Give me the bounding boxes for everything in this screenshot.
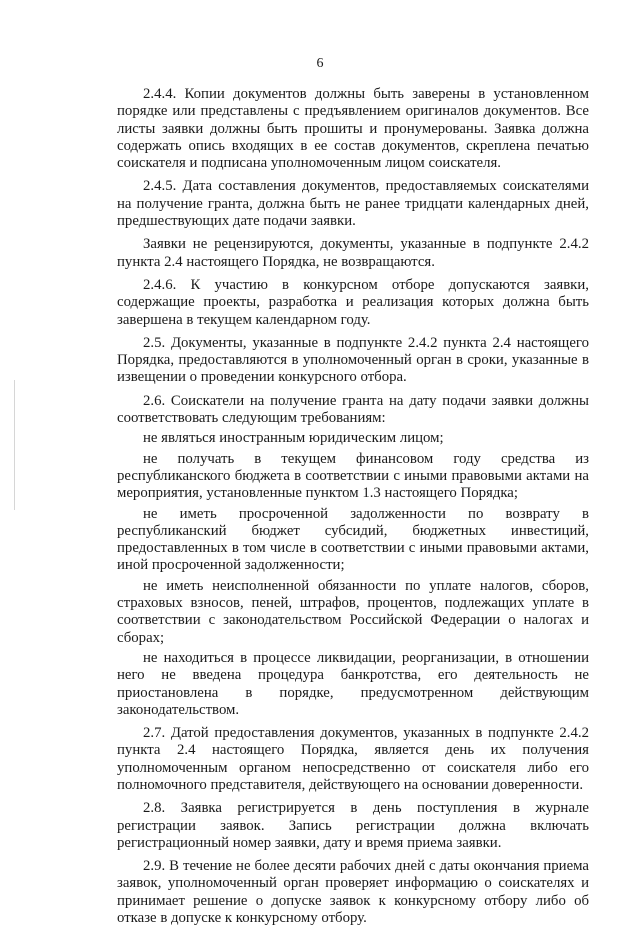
- paragraph-no-review: Заявки не рецензируются, документы, указанные в подпункте 2.4.2 пункта 2.4 настоящего Порядка, не возвращаются.: [117, 236, 589, 270]
- requirement-item: не иметь неисполненной обязанности по уплате налогов, сборов, страховых взносов, пеней, штрафов, процентов, подлежащих уплате в соответствии с законодательством Российской Федерации о налогах и сборах;: [117, 577, 589, 646]
- paragraph-2-7: 2.7. Датой предоставления документов, указанных в подпункте 2.4.2 пункта 2.4 настоящего Порядка, является день их получения уполномоченным органом непосредственно от соискателя либо его полномочного представителя, действующего на основании доверенности.: [117, 725, 589, 793]
- paragraph-2-5: 2.5. Документы, указанные в подпункте 2.4.2 пункта 2.4 настоящего Порядка, предоставляются в уполномоченный орган в сроки, указанные в извещении о проведении конкурсного отбора.: [117, 334, 589, 386]
- paragraph-2-6: 2.6. Соискатели на получение гранта на дату подачи заявки должны соответствовать следующим требованиям:: [117, 392, 589, 427]
- paragraph-2-8: 2.8. Заявка регистрируется в день поступления в журнале регистрации заявок. Запись регистрации должна включать регистрационный номер заявки, дату и время приема заявки.: [117, 800, 589, 851]
- paragraph-2-4-5: 2.4.5. Дата составления документов, предоставляемых соискателями на получение гранта, должна быть не ранее тридцати календарных дней, предшествующих дате подачи заявки.: [117, 178, 589, 230]
- paragraph-2-9: 2.9. В течение не более десяти рабочих дней с даты окончания приема заявок, уполномоченный орган проверяет информацию о соискателях и принимает решение о допуске заявок к конкурсному отбору либо об отказе в допуске к конкурсному отбору.: [117, 858, 589, 927]
- scan-edge-mark: [14, 380, 15, 510]
- page-number: 6: [316, 56, 324, 71]
- paragraph-2-4-6: 2.4.6. К участию в конкурсном отборе допускаются заявки, содержащие проекты, разработка и реализация которых должна быть завершена в текущем календарном году.: [117, 276, 589, 328]
- requirement-item: не иметь просроченной задолженности по возврату в республиканский бюджет субсидий, бюджетных инвестиций, предоставленных в том числе в соответствии с иными правовыми актами, иной просроченной задолженности;: [117, 505, 589, 574]
- requirement-item: не находиться в процессе ликвидации, реорганизации, в отношении него не введена процедура банкротства, его деятельность не приостановлена в порядке, предусмотренном действующим законодательством.: [117, 649, 589, 718]
- document-body: [117, 86, 589, 933]
- requirement-item: не получать в текущем финансовом году средства из республиканского бюджета в соответствии с иными правовыми актами на мероприятия, установленные пунктом 1.3 настоящего Порядка;: [117, 450, 589, 502]
- requirement-item: не являться иностранным юридическим лицом;: [143, 430, 444, 447]
- paragraph-2-4-4: 2.4.4. Копии документов должны быть заверены в установленном порядке или представлены с предъявлением оригиналов документов. Все листы заявки должны быть прошиты и пронумерованы. Заявка должна содержать опись входящих в ее состав документов, скреплена печатью соискателя и подписана уполномоченным лицом соискателя.: [117, 86, 589, 172]
